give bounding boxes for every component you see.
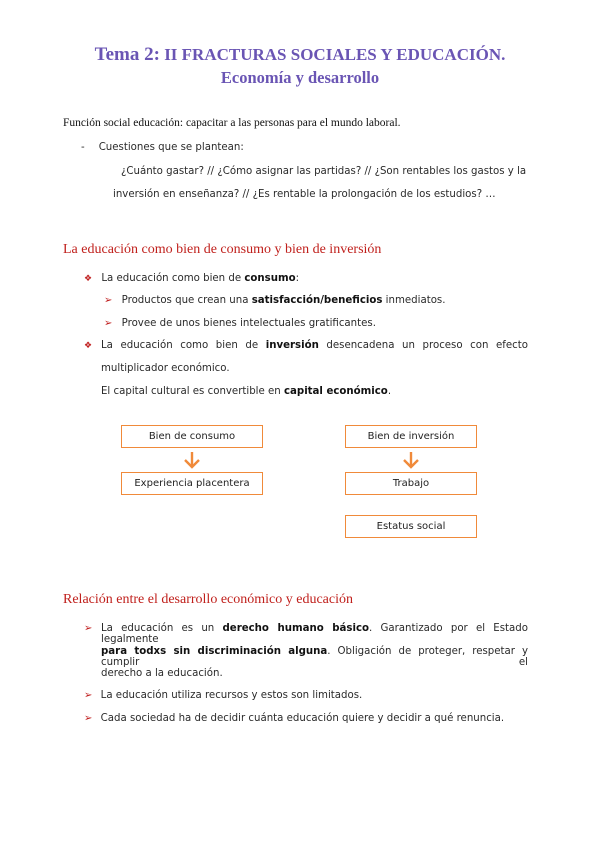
box-experiencia-placentera: Experiencia placentera <box>121 472 263 495</box>
questions-line-1: ¿Cuánto gastar? // ¿Cómo asignar las partidas? // ¿Son rentables los gastos y la <box>121 166 527 177</box>
section-heading-consumo-inversion: La educación como bien de consumo y bien de inversión <box>63 242 382 257</box>
arrow-bullet-icon: ➢ <box>104 318 113 329</box>
bullet-inversion-marker <box>84 340 92 351</box>
title-main: II FRACTURAS SOCIALES Y EDUCACIÓN. <box>164 45 506 64</box>
arrow-bullet-icon: ➢ <box>84 690 93 701</box>
intro-text: Función social educación: capacitar a las personas para el mundo laboral. <box>63 117 401 129</box>
bullet-recursos: ➢ La educación utiliza recursos y estos son limitados. <box>84 690 363 701</box>
section-heading-desarrollo: Relación entre el desarrollo económico y educación <box>63 592 353 607</box>
capital-cultural-text: El capital cultural es convertible en capital económico. <box>101 386 392 397</box>
bullet-sociedad: ➢ Cada sociedad ha de decidir cuánta educación quiere y decidir a qué renuncia. <box>84 713 505 724</box>
paragraph-derecho: La educación es un derecho humano básico. Garantizado por el Estado legalmente <box>101 623 528 645</box>
page-subtitle: Economía y desarrollo <box>220 68 380 87</box>
questions-line-2: inversión en enseñanza? // ¿Es rentable la prolongación de los estudios? … <box>113 189 496 200</box>
questions-label: Cuestiones que se plantean: <box>98 142 244 153</box>
sub-bullet-bienes: ➢ Provee de unos bienes intelectuales gratificantes. <box>104 318 376 329</box>
page-title <box>0 44 600 66</box>
box-bien-inversion: Bien de inversión <box>345 425 477 448</box>
paragraph-derecho-line3: derecho a la educación. <box>101 668 223 679</box>
sub-bullet-satisfaccion: ➢ Productos que crean una satisfacción/beneficios inmediatos. <box>104 295 446 306</box>
arrow-bullet-icon: ➢ <box>84 623 93 634</box>
arrow-bullet-marker <box>84 623 92 634</box>
arrow-down-icon <box>183 451 201 469</box>
title-prefix: Tema 2: <box>94 44 160 65</box>
paragraph-derecho-line2: para todxs sin discriminación alguna. Obligación de proteger, respetar y cumplir el <box>101 646 528 668</box>
box-estatus-social: Estatus social <box>345 515 477 538</box>
box-trabajo: Trabajo <box>345 472 477 495</box>
questions-item: - Cuestiones que se plantean: <box>81 142 244 153</box>
box-bien-consumo: Bien de consumo <box>121 425 263 448</box>
bullet-inversion: La educación como bien de inversión desencadena un proceso con efecto <box>101 340 528 351</box>
arrow-down-icon <box>402 451 420 469</box>
diamond-bullet-icon: ❖ <box>84 341 93 351</box>
bullet-consumo: ❖ La educación como bien de consumo: <box>84 273 300 284</box>
diamond-bullet-icon: ❖ <box>84 274 93 284</box>
arrow-bullet-icon: ➢ <box>104 295 113 306</box>
bullet-inversion-line2: multiplicador económico. <box>101 363 230 374</box>
arrow-bullet-icon: ➢ <box>84 713 93 724</box>
